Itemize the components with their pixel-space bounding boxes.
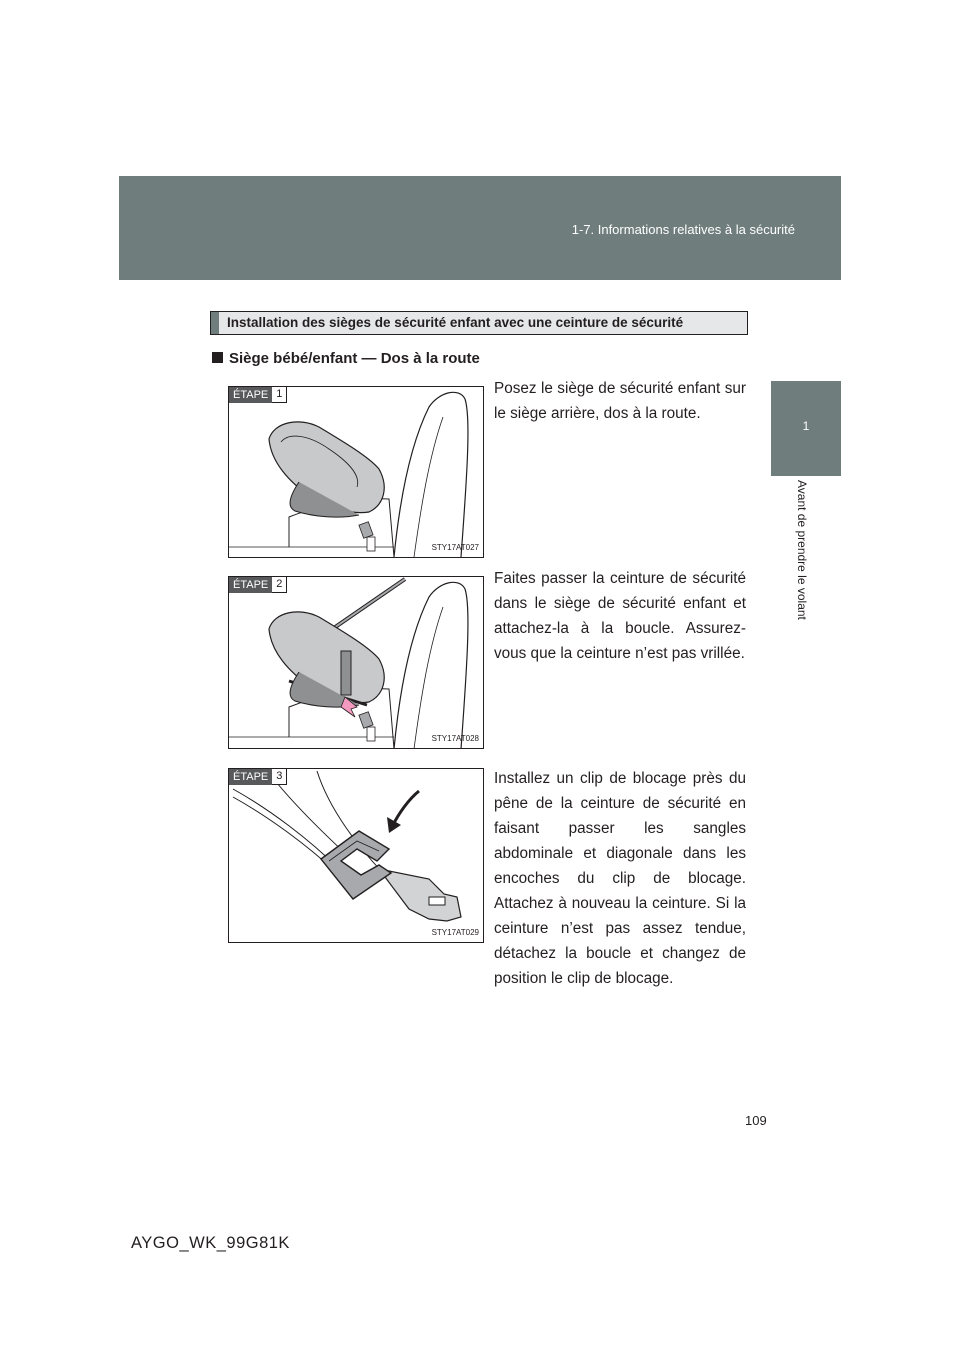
step-3-figure (228, 768, 484, 943)
step-2-text: Faites passer la ceinture de sécurité dans le siège de sécurité enfant et attachez-la à la boucle. Assurez-vous que la ceinture n’est pas vrillée. (494, 570, 746, 662)
step-badge-number: 1 (272, 387, 287, 403)
step-badge-number: 3 (272, 769, 287, 785)
section-heading (210, 311, 748, 335)
step-1-figure (228, 386, 484, 558)
step-badge-number: 2 (272, 577, 287, 593)
figure-code: STY17AT027 (431, 543, 479, 552)
step-badge-label: ÉTAPE (229, 387, 272, 403)
header-band (119, 176, 841, 280)
step-1-text: Posez le siège de sécurité enfant sur le siège arrière, dos à la route. (494, 380, 746, 422)
step-2-badge (229, 577, 287, 593)
step-badge-label: ÉTAPE (229, 769, 272, 785)
step-2-figure (228, 576, 484, 749)
child-seat-illustration-2 (229, 577, 484, 749)
document-code: AYGO_WK_99G81K (131, 1234, 290, 1252)
child-seat-illustration-1 (229, 387, 484, 558)
chapter-tab[interactable] (771, 381, 841, 476)
chapter-label-container (795, 480, 815, 630)
chapter-label: Avant de prendre le volant (795, 480, 809, 620)
figure-code: STY17AT029 (431, 928, 479, 937)
heading-bar (211, 312, 219, 334)
figure-code: STY17AT028 (431, 734, 479, 743)
section-heading-text: Installation des sièges de sécurité enfant avec une ceinture de sécurité (227, 315, 684, 330)
sub-heading (212, 350, 480, 367)
square-bullet-icon (212, 352, 223, 363)
section-breadcrumb: 1-7. Informations relatives à la sécurité (571, 222, 795, 237)
sub-heading-text: Siège bébé/enfant — Dos à la route (229, 350, 480, 367)
step-3-text: Installez un clip de blocage près du pêne de la ceinture de sécurité en faisant passer les sangles abdominale et diagonale dans les encoches du clip de blocage. Attachez à nouveau la ceinture. Si la ceinture n’est pas assez tendue, détachez la boucle et changez de position le clip de blocage. (494, 770, 746, 987)
step-3-badge (229, 769, 287, 785)
step-badge-label: ÉTAPE (229, 577, 272, 593)
chapter-number: 1 (802, 419, 810, 433)
locking-clip-illustration (229, 769, 484, 943)
page-number: 109 (745, 1113, 767, 1128)
step-1-badge (229, 387, 287, 403)
